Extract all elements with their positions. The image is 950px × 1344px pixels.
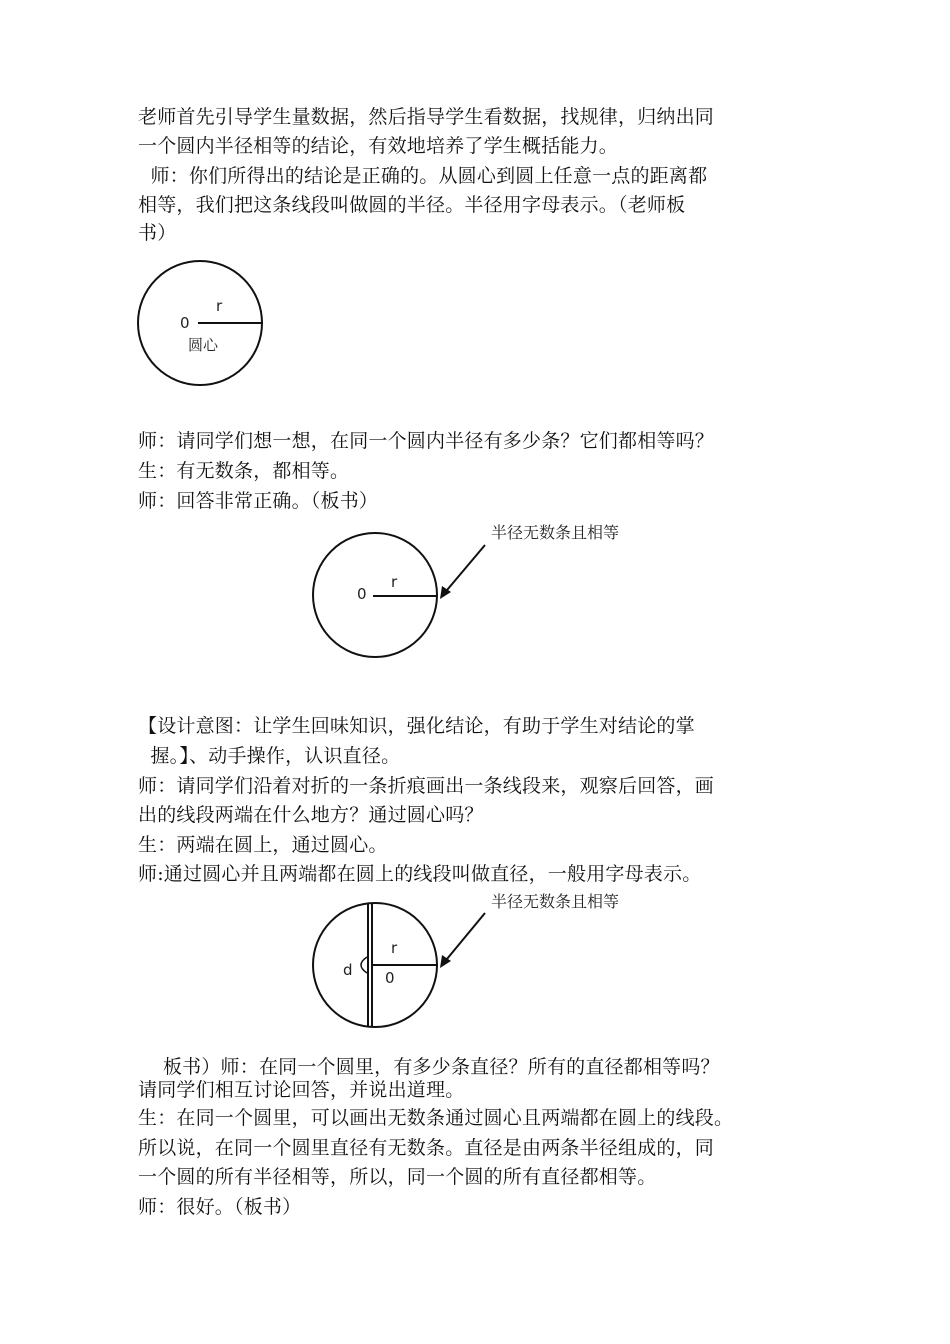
paragraph-line: 板书）师：在同一个圆里，有多少条直径？所有的直径都相等吗？: [138, 1056, 720, 1078]
paragraph-line: 师：回答非常正确。（板书）: [138, 490, 379, 512]
center-label: 0: [180, 314, 190, 332]
paragraph-line: 师：请同学们沿着对折的一条折痕画出一条线段来，观察后回答，画: [138, 775, 715, 797]
figure-radius: [130, 255, 270, 395]
paragraph-line: 一个圆内半径相等的结论，有效地培养了学生概括能力。: [138, 135, 619, 157]
figure-diameter: [305, 885, 665, 1035]
paragraph-line: 师：你们所得出的结论是正确的。从圆心到圆上任意一点的距离都: [138, 165, 708, 187]
paragraph-line: 【设计意图：让学生回味知识，强化结论，有助于学生对结论的掌: [138, 715, 695, 737]
center-label: 0: [357, 585, 367, 603]
paragraph-line: 师：很好。（板书）: [138, 1196, 302, 1218]
paragraph-line: 生：两端在圆上，通过圆心。: [138, 834, 388, 856]
figure-radius-annotated: [305, 515, 665, 670]
radius-label: r: [391, 939, 398, 957]
paragraph-line: 师:通过圆心并且两端都在圆上的线段叫做直径，一般用字母表示。: [138, 863, 702, 885]
paragraph-line: 出的线段两端在什么地方？通过圆心吗？: [138, 804, 484, 826]
radius-label: r: [216, 297, 223, 315]
paragraph-line: 请同学们相互讨论回答，并说出道理。: [138, 1079, 465, 1101]
center-caption: 圆心: [188, 336, 219, 354]
arrow-line: [442, 913, 485, 965]
diameter-brace: [361, 957, 367, 973]
radius-label: r: [391, 573, 398, 591]
arrow-line: [442, 545, 485, 596]
annotation-label: 半径无数条且相等: [491, 892, 620, 911]
paragraph-line: 一个圆的所有半径相等，所以，同一个圆的所有直径都相等。: [138, 1166, 657, 1188]
diameter-label: d: [343, 961, 353, 979]
paragraph-line: 老师首先引导学生量数据，然后指导学生看数据，找规律，归纳出同: [138, 106, 715, 128]
paragraph-line: 相等，我们把这条线段叫做圆的半径。半径用字母表示。（老师板: [138, 194, 686, 216]
paragraph-line: 握。】、动手操作，认识直径。: [138, 745, 401, 767]
paragraph-line: 书）: [138, 222, 177, 244]
paragraph-line: 师：请同学们想一想，在同一个圆内半径有多少条？它们都相等吗？: [138, 430, 715, 452]
center-label: 0: [385, 969, 395, 987]
paragraph-line: 生：在同一个圆里，可以画出无数条通过圆心且两端都在圆上的线段。: [138, 1107, 734, 1129]
paragraph-line: 所以说，在同一个圆里直径有无数条。直径是由两条半径组成的，同: [138, 1137, 715, 1159]
annotation-label: 半径无数条且相等: [491, 523, 620, 542]
paragraph-line: 生：有无数条，都相等。: [138, 460, 350, 482]
